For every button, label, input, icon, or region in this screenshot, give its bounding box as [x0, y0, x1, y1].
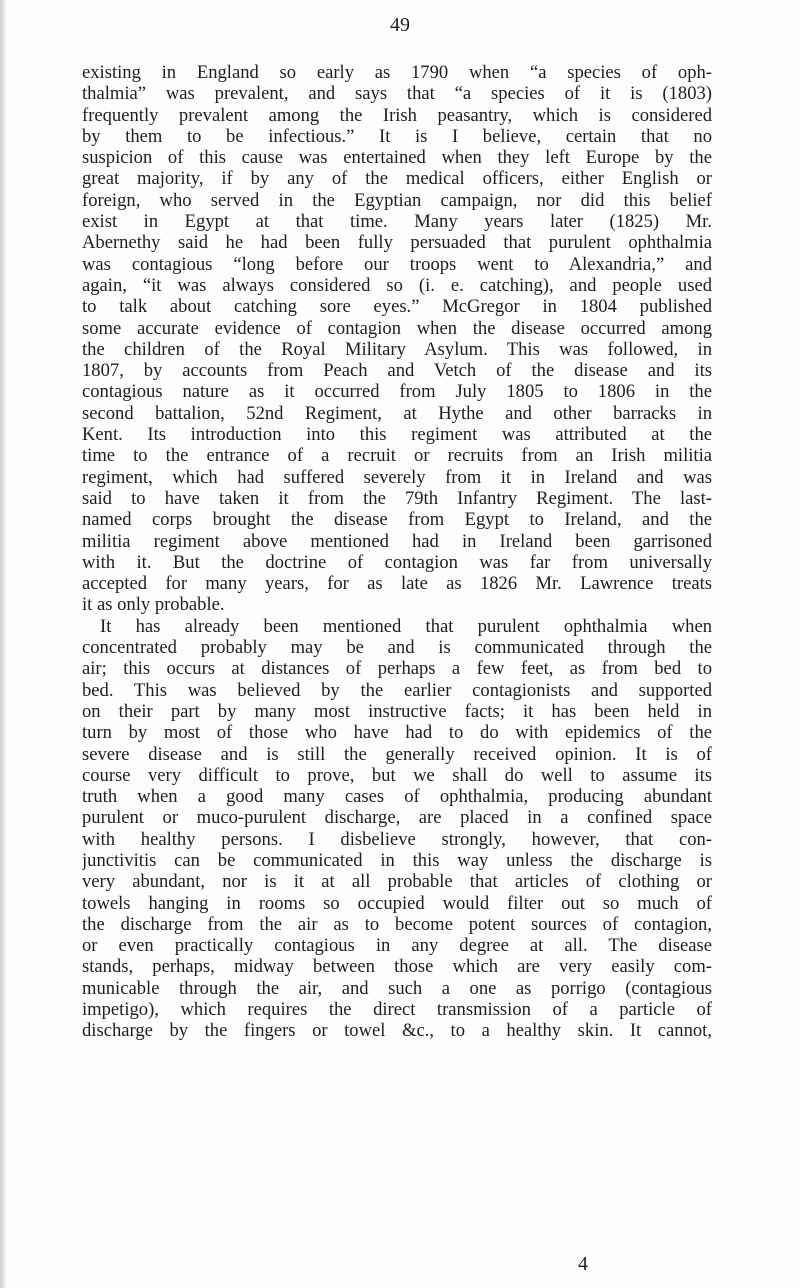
text-line: bed. This was believed by the earlier contagionists and supported: [82, 679, 712, 701]
text-line: concentrated probably may be and is communicated through the: [82, 637, 712, 659]
text-line: the discharge from the air as to become potent sources of contagion,: [82, 913, 712, 935]
text-line: impetigo), which requires the direct transmission of a particle of: [82, 999, 712, 1021]
paragraph: [82, 62, 712, 616]
text-line: thalmia” was prevalent, and says that “a species of it is (1803): [82, 83, 712, 105]
text-line: air; this occurs at distances of perhaps a few feet, as from bed to: [82, 658, 712, 680]
text-line: on their part by many most instructive facts; it has been held in: [82, 700, 712, 722]
text-line: stands, perhaps, midway between those which are very easily com-: [82, 956, 712, 978]
text-line: with it. But the doctrine of contagion was far from universally: [82, 551, 712, 573]
text-line: militia regiment above mentioned had in Ireland been garrisoned: [82, 530, 712, 552]
text-line: great majority, if by any of the medical officers, either English or: [82, 168, 712, 190]
text-line: regiment, which had suffered severely from it in Ireland and was: [82, 466, 712, 488]
text-line: time to the entrance of a recruit or recruits from an Irish militia: [82, 445, 712, 467]
text-line: truth when a good many cases of ophthalmia, producing abundant: [82, 786, 712, 808]
text-line: severe disease and is still the generally received opinion. It is of: [82, 743, 712, 765]
text-line: was contagious “long before our troops went to Alexandria,” and: [82, 253, 712, 275]
body-text: [82, 62, 712, 1042]
text-line: 1807, by accounts from Peach and Vetch of the disease and its: [82, 360, 712, 382]
text-line: the children of the Royal Military Asylum. This was followed, in: [82, 338, 712, 360]
text-line: named corps brought the disease from Egypt to Ireland, and the: [82, 509, 712, 531]
text-line: some accurate evidence of contagion when the disease occurred among: [82, 317, 712, 339]
text-line: very abundant, nor is it at all probable that articles of clothing or: [82, 871, 712, 893]
text-line: course very difficult to prove, but we shall do well to assume its: [82, 764, 712, 786]
text-line: discharge by the fingers or towel &c., to a healthy skin. It cannot,: [82, 1020, 712, 1042]
signature-mark: 4: [578, 1253, 588, 1275]
text-line: with healthy persons. I disbelieve strongly, however, that con-: [82, 828, 712, 850]
text-line: second battalion, 52nd Regiment, at Hythe and other barracks in: [82, 402, 712, 424]
text-line: it as only probable.: [82, 594, 225, 616]
text-line: towels hanging in rooms so occupied would filter out so much of: [82, 892, 712, 914]
text-line: junctivitis can be communicated in this way unless the discharge is: [82, 849, 712, 871]
text-line: Kent. Its introduction into this regiment was attributed at the: [82, 424, 712, 446]
text-line: It has already been mentioned that purulent ophthalmia when: [100, 615, 712, 637]
text-line: suspicion of this cause was entertained when they left Europe by the: [82, 147, 712, 169]
page-gutter-edge: [0, 0, 6, 1288]
text-line: again, “it was always considered so (i. e. catching), and people used: [82, 274, 712, 296]
text-line: contagious nature as it occurred from July 1805 to 1806 in the: [82, 381, 712, 403]
text-line: purulent or muco-purulent discharge, are placed in a confined space: [82, 807, 712, 829]
text-line: existing in England so early as 1790 when “a species of oph-: [82, 62, 712, 83]
text-line: turn by most of those who have had to do with epidemics of the: [82, 722, 712, 744]
page-number: 49: [390, 14, 410, 36]
text-line: Abernethy said he had been fully persuaded that purulent ophthalmia: [82, 232, 712, 254]
paragraph: [82, 616, 712, 1042]
text-line: municable through the air, and such a one as porrigo (contagious: [82, 977, 712, 999]
text-line: to talk about catching sore eyes.” McGregor in 1804 published: [82, 296, 712, 318]
text-line: accepted for many years, for as late as 1826 Mr. Lawrence treats: [82, 573, 712, 595]
text-line: or even practically contagious in any degree at all. The disease: [82, 935, 712, 957]
text-line: by them to be infectious.” It is I believe, certain that no: [82, 125, 712, 147]
text-line: said to have taken it from the 79th Infantry Regiment. The last-: [82, 487, 712, 509]
text-line: exist in Egypt at that time. Many years later (1825) Mr.: [82, 211, 712, 233]
text-line: foreign, who served in the Egyptian campaign, nor did this belief: [82, 189, 712, 211]
text-line: frequently prevalent among the Irish peasantry, which is considered: [82, 104, 712, 126]
